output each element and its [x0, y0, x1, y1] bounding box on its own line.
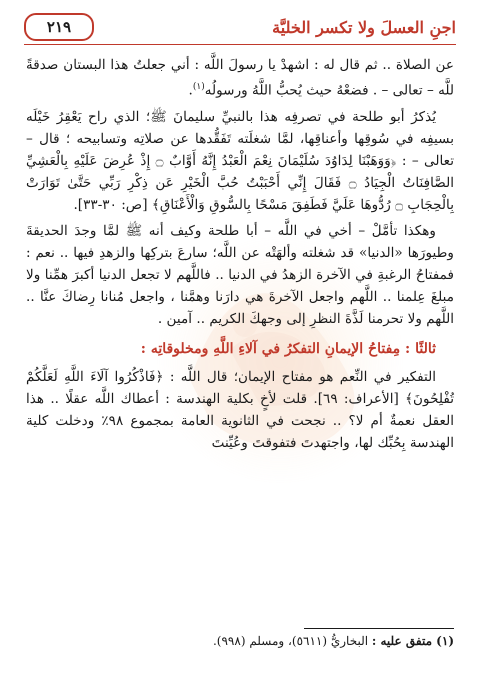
paragraph-text: التفكير في النِّعم هو مفتاح الإيمان؛ قال اللَّه : — [163, 368, 436, 385]
quran-verse: ﴿فَاذْكُرُوا آلَاءَ اللَّهِ لَعَلَّكُمْ تُفْلِحُونَ﴾ — [26, 368, 454, 407]
paragraph-text: عن الصلاة .. ثم قال له : اشهدْ يا رسولَ اللَّه : أني جعلتُ هذا البستان صدقةً للَّه – تعالى – . فضعْهُ حيث يُحبُّ اللَّهُ ورسولُه — [26, 57, 454, 99]
footnote-label: (١) متفق عليه : — [371, 634, 454, 648]
quran-verse: ﴿وَوَهَبْنَا لِدَاوُدَ سُلَيْمَانَ نِعْمَ الْعَبْدُ إِنَّهُ أَوَّابٌ ۝ إِذْ عُرِضَ عَلَيْهِ بِالْعَشِيِّ الصَّافِنَاتُ الْجِيَادُ ۝ فَقَالَ إِنِّي أَحْبَبْتُ حُبَّ الْخَيْرِ عَن ذِكْرِ رَبِّي حَتَّىٰ تَوَارَتْ بِالْحِجَابِ ۝ رُدُّوهَا عَلَيَّ فَطَفِقَ مَسْحًا بِالسُّوقِ وَالْأَعْنَاقِ﴾ — [26, 152, 454, 213]
main-text — [26, 54, 454, 458]
running-title: اجنِ العسلَ ولا تكسر الخليَّة — [272, 17, 456, 37]
paragraph-text: [الأعراف: ٦٩]. قلت لأخٍ بكلية الهندسة : أعطاك اللَّه عقلًا .. هذا العقل نعمةٌ أم لا؟ .. نجحت في الثانوية العامة بمجموع ٩٨٪ ودخلت كلية الهندسة بِحُبِّك لها، واجتهدتَ فتفوقتَ وعُيِّنتَ — [26, 390, 454, 451]
section-number: ثالثًا : — [405, 340, 436, 357]
section-title: مِفتاحُ الإيمانِ التفكرُ في آلاءِ اللَّهِ ومخلوقاتِه : — [140, 340, 401, 357]
verse-reference: [ص: ٣٠-٣٣]. — [73, 196, 148, 213]
paragraph — [26, 106, 454, 216]
header-divider — [24, 44, 456, 45]
footnote-divider — [304, 628, 454, 629]
paragraph: عن الصلاة .. ثم قال له : اشهدْ يا رسولَ اللَّه : أني جعلتُ هذا البستان صدقةً للَّه – تعالى – . فضعْهُ حيث يُحبُّ اللَّهُ ورسولُه$^{(١)}$. — [26, 57, 454, 99]
footnote-text: البخاريُّ (٥٦١١)، ومسلم (٩٩٨). — [212, 634, 372, 648]
page-number: ٢١٩ — [24, 13, 94, 41]
footnote — [26, 632, 454, 650]
paragraph — [26, 220, 454, 330]
paragraph — [26, 366, 454, 454]
page-header — [24, 12, 456, 42]
section-heading — [26, 338, 454, 360]
paragraph-text: يُذكرُ أبو طلحة في تصرفِه هذا بالنبيِّ سليمانَ ﷺ؛ الذي راح يَعْقِرُ خَيْلَه بسيفِه في سُوقِها وأعناقِها، لمَّا شغلَته تَفَقُّدها عن صلاتِه وتسابيحه ؛ قال – تعالى – : — [26, 108, 455, 169]
paragraph-text: وهكذا تأمَّلْ – أخي في اللَّه – أبا طلحة وكيف أنه ﷺ لمَّا وجدَ الحديقةَ وطيورَها «الدنيا» قد شغلته وألهَتْه عن اللَّه؛ سارعَ بتركِها والزهدِ فيها .. نعم : فمفتاحُ الرغبةِ في الآخرة الزهدُ في الدنيا .. فاللَّهم لا تجعل الدنيا أكبرَ همِّنا ولا مبلغَ عِلمنا .. اللَّهم واجعل الآخرةَ هي دارَنا وهمَّنا ، واجعل مُنانا رِضاكَ عنَّا .. اللَّهم ولا تحرمنا لَذَّةَ النظرِ إلى وجهكَ الكريم .. آمين . — [26, 222, 454, 327]
footnote-marker: (١) — [192, 82, 205, 92]
